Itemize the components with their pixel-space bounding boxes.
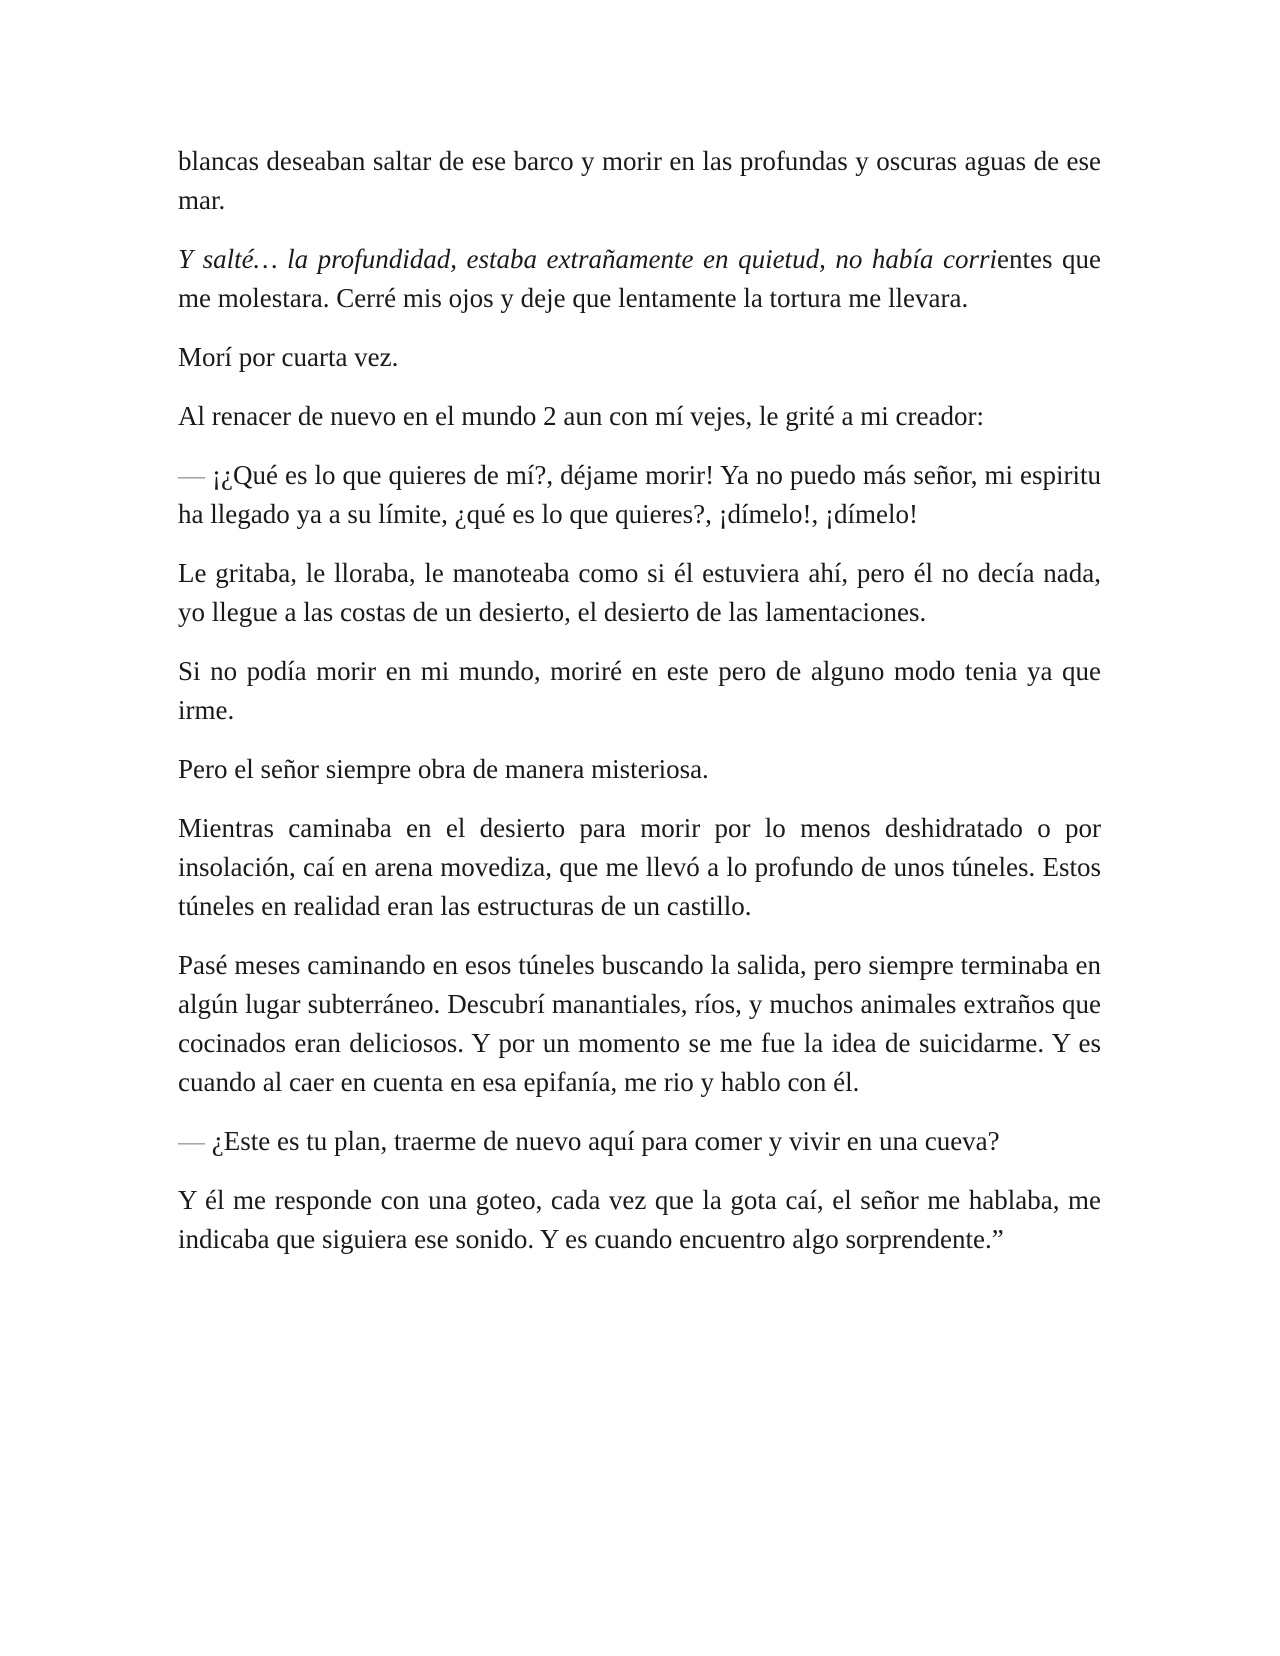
paragraph-text: Le gritaba, le lloraba, le manoteaba como si él estuviera ahí, pero él no decía nada, yo llegue a las costas de un desierto, el desierto de las lamentaciones. [178, 558, 1101, 627]
paragraph-text: Si no podía morir en mi mundo, moriré en este pero de alguno modo tenia ya que irme. [178, 656, 1101, 725]
paragraph-text: ¡¿Qué es lo que quieres de mí?, déjame morir! Ya no puedo más señor, mi espiritu ha llegado ya a su límite, ¿qué es lo que quieres?, ¡dímelo!, ¡dímelo! [178, 460, 1101, 529]
paragraph-text: Y él me responde con una goteo, cada vez que la gota caí, el señor me hablaba, me indicaba que siguiera ese sonido. Y es cuando encuentro algo sorprendente.” [178, 1185, 1101, 1254]
paragraph-text: blancas deseaban saltar de ese barco y morir en las profundas y oscuras aguas de ese mar. [178, 146, 1101, 215]
dialogue-paragraph [178, 1122, 1101, 1161]
paragraph-text: Al renacer de nuevo en el mundo 2 aun con mí vejes, le grité a mi creador: [178, 401, 984, 431]
paragraph [178, 750, 1101, 789]
paragraph-text: Morí por cuarta vez. [178, 342, 399, 372]
paragraph [178, 397, 1101, 436]
paragraph-italic-text: Y salté… la profundidad, estaba extrañamente en quietud, no había corri [178, 244, 997, 274]
paragraph-text: Mientras caminaba en el desierto para morir por lo menos deshidratado o por insolación, caí en arena movediza, que me llevó a lo profundo de unos túneles. Estos túneles en realidad eran las estructuras de un castillo. [178, 813, 1101, 921]
body-text [178, 142, 1101, 1279]
paragraph [178, 809, 1101, 926]
paragraph [178, 1181, 1101, 1259]
paragraph-text: Pero el señor siempre obra de manera misteriosa. [178, 754, 709, 784]
paragraph [178, 338, 1101, 377]
paragraph [178, 652, 1101, 730]
paragraph [178, 554, 1101, 632]
dialogue-paragraph [178, 456, 1101, 534]
paragraph [178, 142, 1101, 220]
paragraph-text: Pasé meses caminando en esos túneles buscando la salida, pero siempre terminaba en algún lugar subterráneo. Descubrí manantiales, ríos, y muchos animales extraños que cocinados eran deliciosos. Y por un momento se me fue la idea de suicidarme. Y es cuando al caer en cuenta en esa epifanía, me rio y hablo con él. [178, 950, 1101, 1097]
paragraph-text: ¿Este es tu plan, traerme de nuevo aquí para comer y vivir en una cueva? [205, 1126, 1000, 1156]
paragraph-text: entes que me molestara. Cerré mis ojos y deje que lentamente la tortura me llevara. [178, 244, 1101, 313]
paragraph [178, 240, 1101, 318]
paragraph [178, 946, 1101, 1102]
dialogue-dash: — [178, 460, 205, 490]
dialogue-dash: — [178, 1126, 205, 1156]
